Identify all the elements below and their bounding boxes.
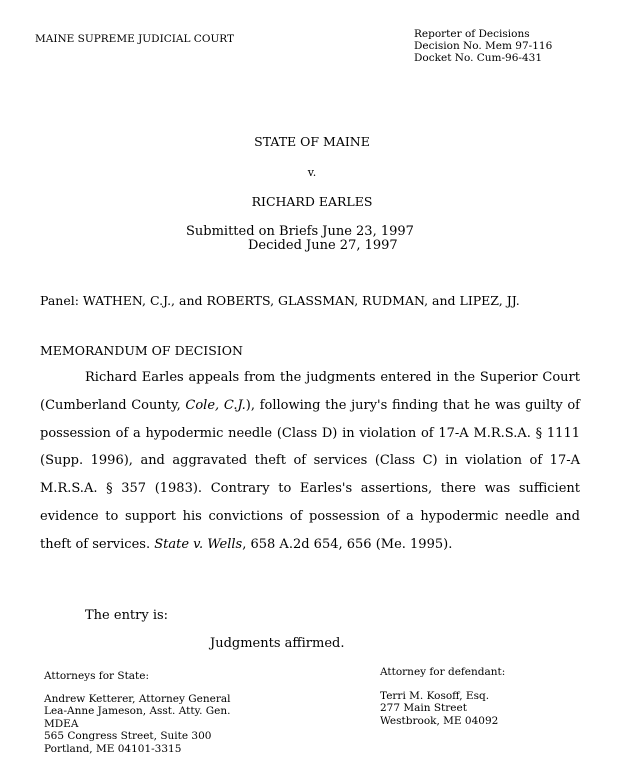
state-attorney-line: 565 Congress Street, Suite 300 [44,730,212,743]
state-attorney-line: Lea-Anne Jameson, Asst. Atty. Gen. [44,705,231,718]
judge-name: Cole, C.J. [185,397,246,413]
state-attorney-line: MDEA [44,717,79,730]
body-text-1: Richard Earles appeals from the judgments entered in the Superior Court (Cumberland County, [40,370,580,413]
court-name: MAINE SUPREME JUDICIAL COURT [35,33,235,45]
docket-number: Docket No. Cum-96-431 [414,52,543,64]
defendant-attorney-line: Terri M. Kosoff, Esq. [380,690,490,702]
state-attorney-line: Portland, ME 04101-3315 [44,742,182,755]
defendant-attorney-line: 277 Main Street [380,702,467,715]
submitted-date: Submitted on Briefs June 23, 1997 [186,224,414,239]
case-citation: State v. Wells [154,536,243,552]
state-attorney-line: Andrew Ketterer, Attorney General [44,693,231,705]
panel-judges: Panel: WATHEN, C.J., and ROBERTS, GLASSMAN, RUDMAN, and LIPEZ, JJ. [40,293,520,308]
plaintiff: STATE OF MAINE [254,134,370,149]
body-text-2: ), following the jury's finding that he was guilty of possession of a hypodermic needle (Class D) in violation of 17-A M.R.S.A. § 1111 (Supp. 1996), and aggravated theft of services (Class C) in violation of 17-A M.R.S.A. § 357 (1983). Contrary to Earles's assertions, there was sufficient evidence to support his convictions of possession of a hypodermic needle and theft of services. [40,397,580,552]
entry-label: The entry is: [85,608,169,623]
state-attorneys [44,693,230,755]
defendant-attorney-heading: Attorney for defendant: [380,666,506,678]
reporter-block [414,28,552,64]
state-attorneys-heading: Attorneys for State: [44,670,150,682]
defendant-attorney-line: Westbrook, ME 04092 [380,714,499,727]
body-text-3: , 658 A.2d 654, 656 (Me. 1995). [242,536,453,552]
memorandum-heading: MEMORANDUM OF DECISION [40,343,243,358]
decision-body [40,364,580,559]
defendant-attorney [380,690,498,727]
reporter-of-decisions: Reporter of Decisions [414,28,530,40]
defendant: RICHARD EARLES [251,194,373,209]
versus: v. [307,166,317,179]
judgment: Judgments affirmed. [210,636,345,651]
decision-number: Decision No. Mem 97-116 [414,40,553,52]
decision-paragraph [40,364,580,559]
decided-date: Decided June 27, 1997 [248,238,398,253]
